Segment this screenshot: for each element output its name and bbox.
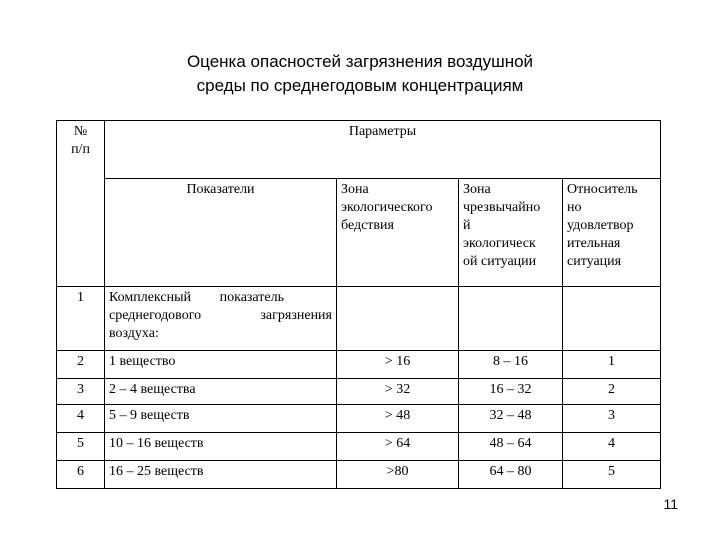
row-indicator-word-3: среднегодового <box>109 308 202 323</box>
table-row <box>57 287 661 351</box>
row-indicator-word-2: показатель <box>219 290 284 305</box>
header-indicators: Показатели <box>105 179 337 287</box>
row-zone-satisfactory: 5 <box>563 461 661 489</box>
row-zone-satisfactory: 3 <box>563 405 661 433</box>
row-zone-emergency: 32 – 48 <box>459 405 563 433</box>
table-row <box>57 433 661 461</box>
row-indicator-word-5: воздуха: <box>109 326 159 341</box>
row-indicator-word-1: Комплексный <box>109 290 191 305</box>
row-zone-disaster: >80 <box>337 461 459 489</box>
row-number: 1 <box>57 287 105 351</box>
hazard-assessment-table <box>56 120 661 489</box>
row-empty-cell <box>459 287 563 351</box>
header-num-col: № п/п <box>57 121 105 287</box>
slide-title <box>0 50 720 98</box>
row-indicator: 10 – 16 веществ <box>105 433 337 461</box>
header-zone-emergency: Зона чрезвычайно й экологическ ой ситуации <box>459 179 563 287</box>
header-zone-satisfactory: Относитель но удовлетвор ительная ситуация <box>563 179 661 287</box>
row-indicator: 2 – 4 вещества <box>105 379 337 405</box>
row-zone-disaster: > 64 <box>337 433 459 461</box>
row-indicator: 1 вещество <box>105 351 337 379</box>
row-indicator: 5 – 9 веществ <box>105 405 337 433</box>
row-indicator-word-4: загрязнения <box>260 308 332 323</box>
row-empty-cell <box>337 287 459 351</box>
header-row-1 <box>57 121 661 179</box>
row-indicator: 16 – 25 веществ <box>105 461 337 489</box>
row-zone-emergency: 8 – 16 <box>459 351 563 379</box>
table-row <box>57 379 661 405</box>
row-number: 3 <box>57 379 105 405</box>
title-line-2: среды по среднегодовым концентрациям <box>196 76 524 95</box>
title-line-1: Оценка опасностей загрязнения воздушной <box>186 52 534 71</box>
header-params: Параметры <box>105 121 661 179</box>
row-zone-satisfactory: 1 <box>563 351 661 379</box>
row-zone-satisfactory: 4 <box>563 433 661 461</box>
row-zone-disaster: > 32 <box>337 379 459 405</box>
row-zone-satisfactory: 2 <box>563 379 661 405</box>
row-zone-emergency: 64 – 80 <box>459 461 563 489</box>
row-number: 6 <box>57 461 105 489</box>
table-row <box>57 461 661 489</box>
row-zone-disaster: > 16 <box>337 351 459 379</box>
row-indicator <box>105 287 337 351</box>
row-zone-disaster: > 48 <box>337 405 459 433</box>
row-zone-emergency: 16 – 32 <box>459 379 563 405</box>
row-number: 4 <box>57 405 105 433</box>
page-number: 11 <box>663 496 678 512</box>
header-zone-disaster: Зона экологического бедствия <box>337 179 459 287</box>
row-empty-cell <box>563 287 661 351</box>
table-row <box>57 351 661 379</box>
header-row-2 <box>57 179 661 287</box>
row-zone-emergency: 48 – 64 <box>459 433 563 461</box>
row-number: 2 <box>57 351 105 379</box>
row-number: 5 <box>57 433 105 461</box>
table-row <box>57 405 661 433</box>
